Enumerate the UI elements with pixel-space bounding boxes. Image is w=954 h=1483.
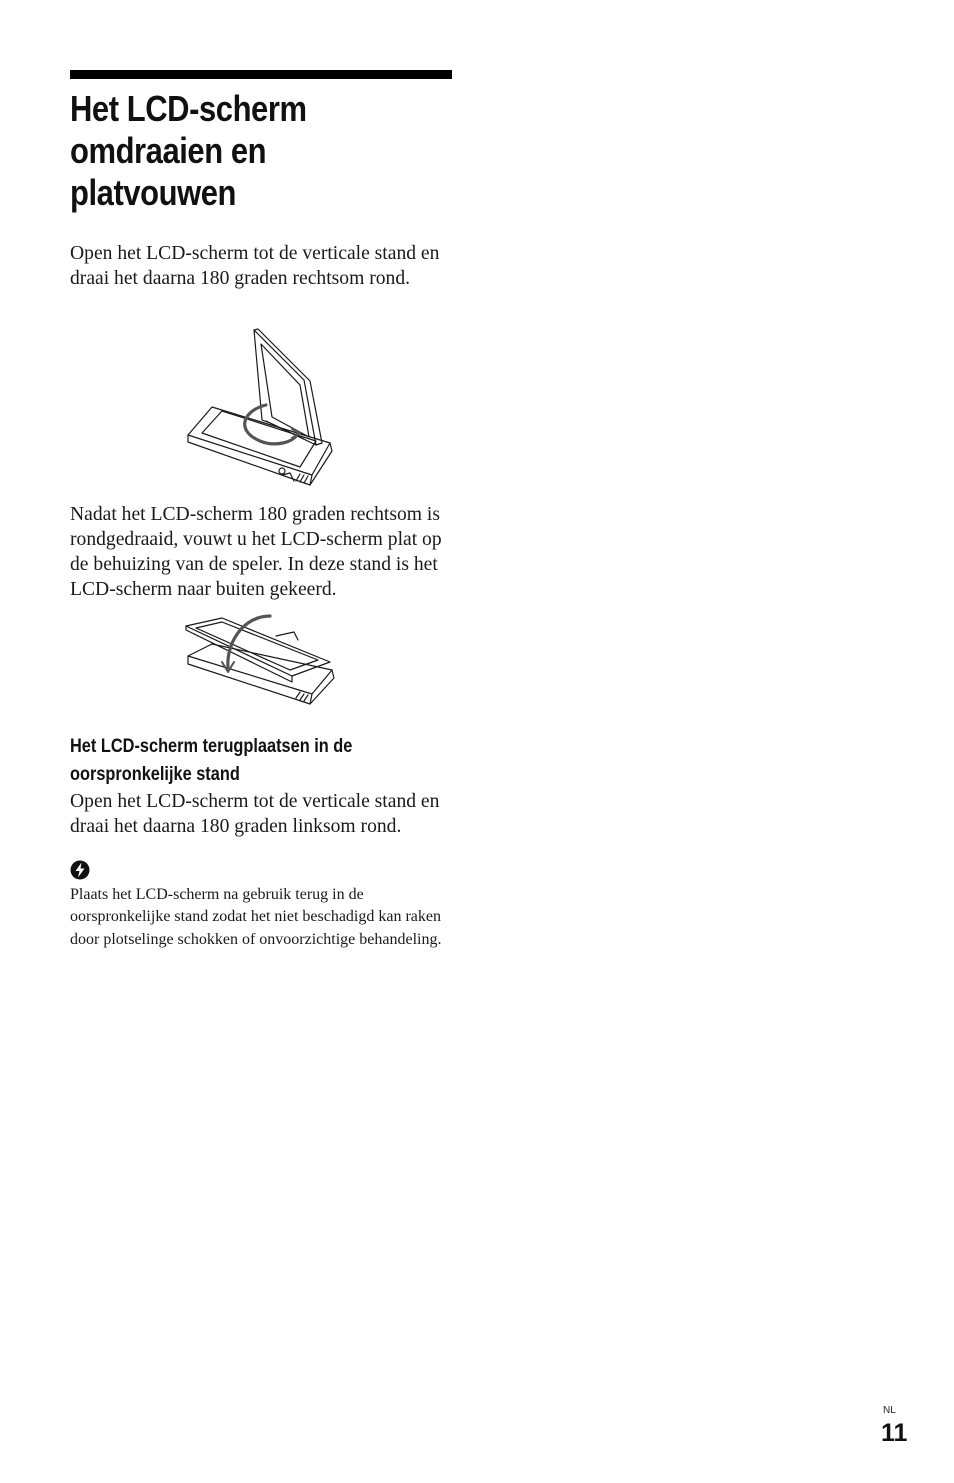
title-line: platvouwen <box>70 172 237 213</box>
language-code: NL <box>883 1405 896 1416</box>
page-title <box>70 88 405 214</box>
title-line: Het LCD-scherm <box>70 88 307 129</box>
rotate-screen-illustration <box>182 325 338 491</box>
title-line: omdraaien en <box>70 130 267 171</box>
page-number: 11 <box>881 1419 908 1447</box>
intro-paragraph: Open het LCD-scherm tot de verticale stand en draai het daarna 180 graden rechtsom rond. <box>70 243 440 289</box>
subtitle-line: Het LCD-scherm terugplaatsen in de <box>70 736 353 757</box>
return-paragraph: Open het LCD-scherm tot de verticale stand en draai het daarna 180 graden linksom rond. <box>70 791 440 837</box>
fold-paragraph: Nadat het LCD-scherm 180 graden rechtsom is rondgedraaid, vouwt u het LCD-scherm plat op de behuizing van de speler. In deze stand is het LCD-scherm naar buiten gekeerd. <box>70 504 442 600</box>
tip-icon <box>70 860 90 880</box>
section-subtitle <box>70 733 448 789</box>
tip-text: Plaats het LCD-scherm na gebruik terug in de oorspronkelijke stand zodat het niet beschadigd kan raken door plotselinge schokken of onvoorzichtige behandeling. <box>70 886 442 948</box>
heading-rule <box>70 70 452 79</box>
subtitle-line: oorspronkelijke stand <box>70 764 240 785</box>
fold-flat-illustration <box>182 612 338 712</box>
